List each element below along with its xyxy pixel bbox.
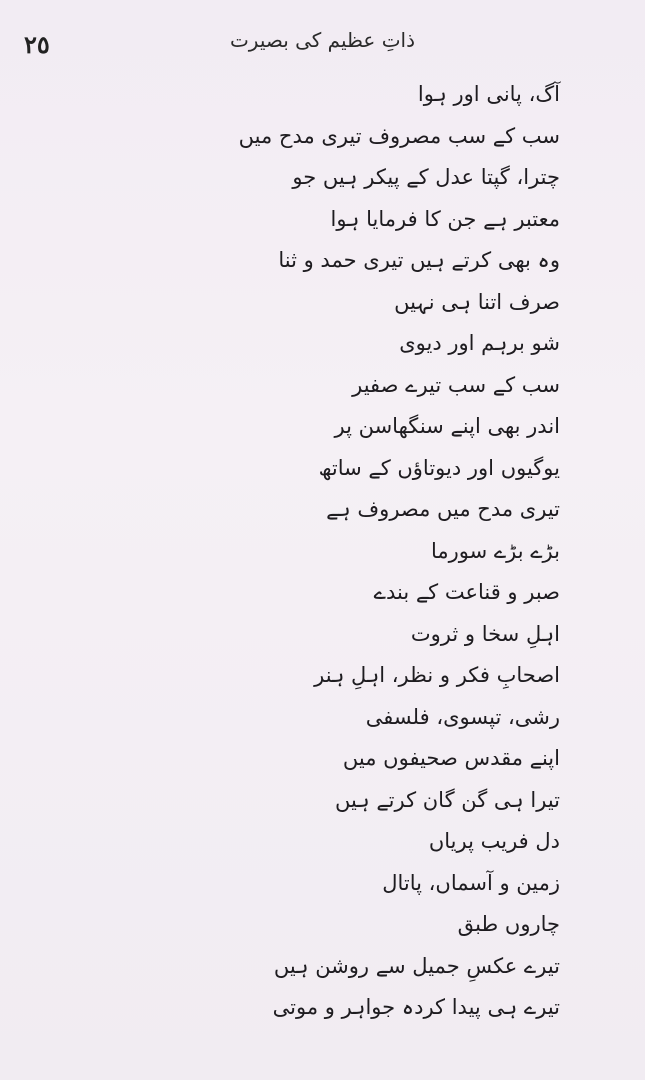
verse-line: اصحابِ فکر و نظر، اہلِ ہنر — [314, 663, 560, 687]
verse-line: آگ، پانی اور ہوا — [417, 82, 560, 106]
verse-line: صرف اتنا ہی نہیں — [394, 289, 560, 314]
verse-line: سب کے سب مصروف تیری مدح میں — [238, 123, 560, 148]
verse-line: معتبر ہے جن کا فرمایا ہوا — [330, 206, 560, 231]
verse-line: دل فریب پریاں — [428, 829, 560, 853]
page-number: ٢٥ — [24, 30, 50, 59]
verse-line: تیرے ہی پیدا کردہ جواہر و موتی — [272, 995, 560, 1019]
verse-line: صبر و قناعت کے بندے — [373, 580, 560, 604]
verse-line: بڑے بڑے سورما — [430, 538, 560, 563]
running-title: ذاتِ عظیم کی بصیرت — [229, 28, 416, 52]
poem — [40, 74, 560, 1029]
page-header — [0, 28, 645, 64]
verse-line: چاروں طبق — [457, 912, 560, 936]
verse-line: اہلِ سخا و ثروت — [410, 621, 560, 646]
verse-line: تیری مدح میں مصروف ہے — [326, 497, 560, 521]
verse-line: زمین و آسماں، پاتال — [382, 870, 560, 895]
verse-line: اپنے مقدس صحیفوں میں — [342, 746, 560, 770]
verse-line: یوگیوں اور دیوتاؤں کے ساتھ — [318, 455, 560, 480]
verse-line: تیرے عکسِ جمیل سے روشن ہیں — [273, 953, 560, 978]
verse-line: اندر بھی اپنے سنگھاسن پر — [334, 414, 560, 438]
verse-line: رشی، تپسوی، فلسفی — [365, 704, 560, 729]
verse-line: سب کے سب تیرے صفیر — [352, 372, 560, 397]
verse-line: شو برہم اور دیوی — [399, 331, 560, 355]
verse-line: تیرا ہی گن گان کرتے ہیں — [335, 787, 560, 812]
verse-line: چترا، گپتا عدل کے پیکر ہیں جو — [292, 165, 560, 189]
verse-line: وہ بھی کرتے ہیں تیری حمد و ثنا — [278, 248, 560, 272]
